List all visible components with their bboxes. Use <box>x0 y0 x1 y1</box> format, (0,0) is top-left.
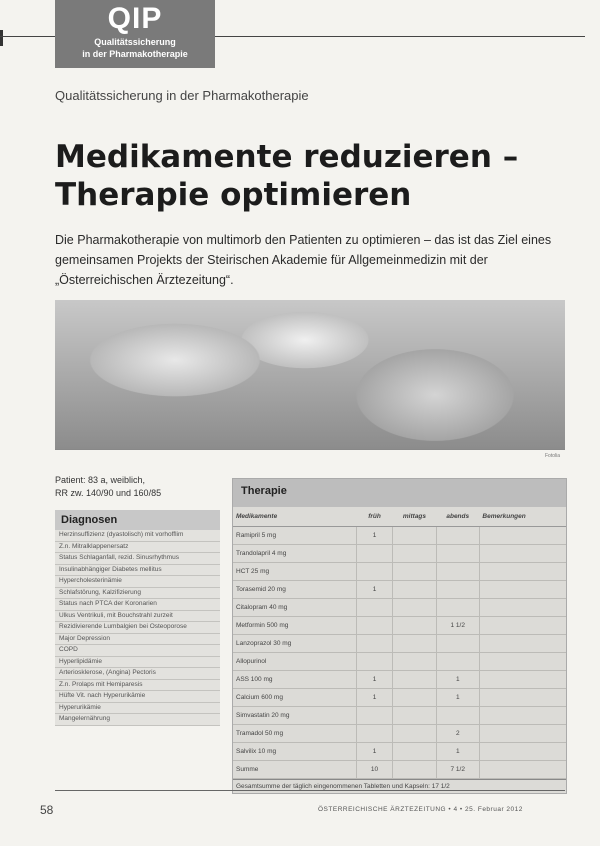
medication-note <box>479 617 566 635</box>
dose-abends: 1 <box>436 743 479 761</box>
dose-abends <box>436 707 479 725</box>
dose-frueh <box>356 725 393 743</box>
dose-frueh <box>356 653 393 671</box>
medication-name: Trandolapril 4 mg <box>233 545 356 563</box>
qip-logo-subtitle-1: Qualitätssicherung <box>94 37 176 47</box>
dose-abends <box>436 635 479 653</box>
therapy-title: Therapie <box>233 479 566 507</box>
diagnoses-box <box>55 510 220 726</box>
dose-abends: 1 1/2 <box>436 617 479 635</box>
dose-abends: 1 <box>436 689 479 707</box>
dose-frueh <box>356 545 393 563</box>
col-abends: abends <box>436 507 479 527</box>
medication-name: Lanzoprazol 30 mg <box>233 635 356 653</box>
therapy-total: Gesamtsumme der täglich eingenommenen Tabletten und Kapseln: 17 1/2 <box>233 779 566 793</box>
medication-name: Tramadol 50 mg <box>233 725 356 743</box>
diagnosis-item: Z.n. Mitralklappenersatz <box>55 542 220 554</box>
medication-name: Summe <box>233 761 356 779</box>
therapy-header-row <box>233 507 566 527</box>
medication-note <box>479 581 566 599</box>
table-row <box>233 545 566 563</box>
dose-abends: 7 1/2 <box>436 761 479 779</box>
table-row <box>233 743 566 761</box>
dose-abends: 1 <box>436 671 479 689</box>
medication-note <box>479 743 566 761</box>
medication-name: Metformin 500 mg <box>233 617 356 635</box>
diagnosis-item: Insulinabhängiger Diabetes mellitus <box>55 565 220 577</box>
medication-note <box>479 671 566 689</box>
table-row <box>233 689 566 707</box>
therapy-table <box>233 507 566 779</box>
dose-abends: 2 <box>436 725 479 743</box>
dose-mittags <box>393 707 436 725</box>
dose-frueh <box>356 707 393 725</box>
diagnosis-item: Herzinsuffizienz (dyastolisch) mit vorhofflim <box>55 530 220 542</box>
diagnosis-item: Hyperurikämie <box>55 703 220 715</box>
dose-mittags <box>393 689 436 707</box>
dose-abends <box>436 599 479 617</box>
patient-info <box>55 474 225 500</box>
table-row <box>233 671 566 689</box>
dose-mittags <box>393 563 436 581</box>
diagnosis-item: Schlafstörung, Kalzifizierung <box>55 588 220 600</box>
medication-note <box>479 599 566 617</box>
table-row <box>233 599 566 617</box>
section-label: Qualitätssicherung in der Pharmakotherapie <box>55 88 309 103</box>
dose-abends <box>436 545 479 563</box>
dose-frueh <box>356 635 393 653</box>
diagnoses-title: Diagnosen <box>55 510 220 530</box>
table-row <box>233 563 566 581</box>
pills-photo <box>55 300 565 450</box>
table-row <box>233 653 566 671</box>
dose-frueh: 1 <box>356 743 393 761</box>
dose-frueh <box>356 599 393 617</box>
col-frueh: früh <box>356 507 393 527</box>
therapy-box <box>232 478 567 794</box>
qip-logo-subtitle-2: in der Pharmakotherapie <box>82 49 188 59</box>
medication-name: ASS 100 mg <box>233 671 356 689</box>
table-row <box>233 635 566 653</box>
diagnosis-item: Rezidivierende Lumbalgien bei Osteoporose <box>55 622 220 634</box>
medication-name: Allopurinol <box>233 653 356 671</box>
dose-mittags <box>393 635 436 653</box>
medication-note <box>479 527 566 545</box>
table-row <box>233 725 566 743</box>
col-mittags: mittags <box>393 507 436 527</box>
medication-name: Calcium 600 mg <box>233 689 356 707</box>
medication-note <box>479 545 566 563</box>
scan-edge-mark <box>0 30 3 46</box>
medication-name: Simvastatin 20 mg <box>233 707 356 725</box>
col-bemerkungen: Bemerkungen <box>479 507 566 527</box>
table-row <box>233 761 566 779</box>
medication-name: Torasemid 20 mg <box>233 581 356 599</box>
header-rule-left <box>0 36 55 37</box>
publication-footer: ÖSTERREICHISCHE ÄRZTEZEITUNG • 4 • 25. Februar 2012 <box>318 806 523 813</box>
dose-frueh: 1 <box>356 671 393 689</box>
photo-credit: Fotolia <box>545 453 561 459</box>
dose-frueh: 1 <box>356 527 393 545</box>
diagnosis-item: Status nach PTCA der Koronarien <box>55 599 220 611</box>
dose-mittags <box>393 725 436 743</box>
page-number: 58 <box>40 803 54 817</box>
diagnosis-item: Arteriosklerose, (Angina) Pectoris <box>55 668 220 680</box>
dose-mittags <box>393 761 436 779</box>
diagnosis-item: Hyperlipidämie <box>55 657 220 669</box>
diagnosis-item: COPD <box>55 645 220 657</box>
dose-mittags <box>393 581 436 599</box>
dose-mittags <box>393 527 436 545</box>
medication-note <box>479 563 566 581</box>
dose-mittags <box>393 743 436 761</box>
medication-note <box>479 707 566 725</box>
dose-mittags <box>393 671 436 689</box>
article-headline <box>55 138 555 214</box>
dose-abends <box>436 653 479 671</box>
footer-rule <box>55 790 565 791</box>
table-row <box>233 581 566 599</box>
dose-abends <box>436 563 479 581</box>
medication-note <box>479 689 566 707</box>
medication-name: Citalopram 40 mg <box>233 599 356 617</box>
dose-mittags <box>393 617 436 635</box>
col-medikamente: Medikamente <box>233 507 356 527</box>
dose-mittags <box>393 653 436 671</box>
diagnoses-list <box>55 530 220 726</box>
dose-abends <box>436 581 479 599</box>
dose-mittags <box>393 599 436 617</box>
dose-frueh <box>356 617 393 635</box>
medication-name: HCT 25 mg <box>233 563 356 581</box>
dose-frueh: 1 <box>356 581 393 599</box>
headline-line-1: Medikamente reduzieren – <box>55 139 519 175</box>
diagnosis-item: Status Schlaganfall, rezid. Sinusrhythmus <box>55 553 220 565</box>
headline-line-2: Therapie optimieren <box>55 177 412 213</box>
diagnosis-item: Major Depression <box>55 634 220 646</box>
dose-frueh: 1 <box>356 689 393 707</box>
table-row <box>233 527 566 545</box>
patient-line-1: Patient: 83 a, weiblich, <box>55 475 146 485</box>
dose-mittags <box>393 545 436 563</box>
article-lead: Die Pharmakotherapie von multimorb den Patienten zu optimieren – das ist das Ziel eines gemeinsamen Projekts der Steirischen Akademie für Allgemeinmedizin mit der „Österreichischen Ärztezeitung“. <box>55 233 552 287</box>
medication-name: Salvilix 10 mg <box>233 743 356 761</box>
diagnosis-item: Mangelernährung <box>55 714 220 726</box>
qip-logo <box>55 0 215 68</box>
medication-note <box>479 761 566 779</box>
dose-abends <box>436 527 479 545</box>
medication-note <box>479 653 566 671</box>
diagnosis-item: Hüfte Vit. nach Hyperurikämie <box>55 691 220 703</box>
header-rule-right <box>215 36 585 37</box>
diagnosis-item: Z.n. Prolaps mit Hemiparesis <box>55 680 220 692</box>
diagnosis-item: Ulkus Ventrikuli, mit Bouchstrahl zurzeit <box>55 611 220 623</box>
therapy-rows <box>233 527 566 779</box>
diagnosis-item: Hypercholesterinämie <box>55 576 220 588</box>
medication-note <box>479 635 566 653</box>
table-row <box>233 707 566 725</box>
dose-frueh: 10 <box>356 761 393 779</box>
medication-note <box>479 725 566 743</box>
medication-name: Ramipril 5 mg <box>233 527 356 545</box>
patient-line-2: RR zw. 140/90 und 160/85 <box>55 488 162 498</box>
dose-frueh <box>356 563 393 581</box>
table-row <box>233 617 566 635</box>
qip-logo-title: QIP <box>107 2 163 35</box>
